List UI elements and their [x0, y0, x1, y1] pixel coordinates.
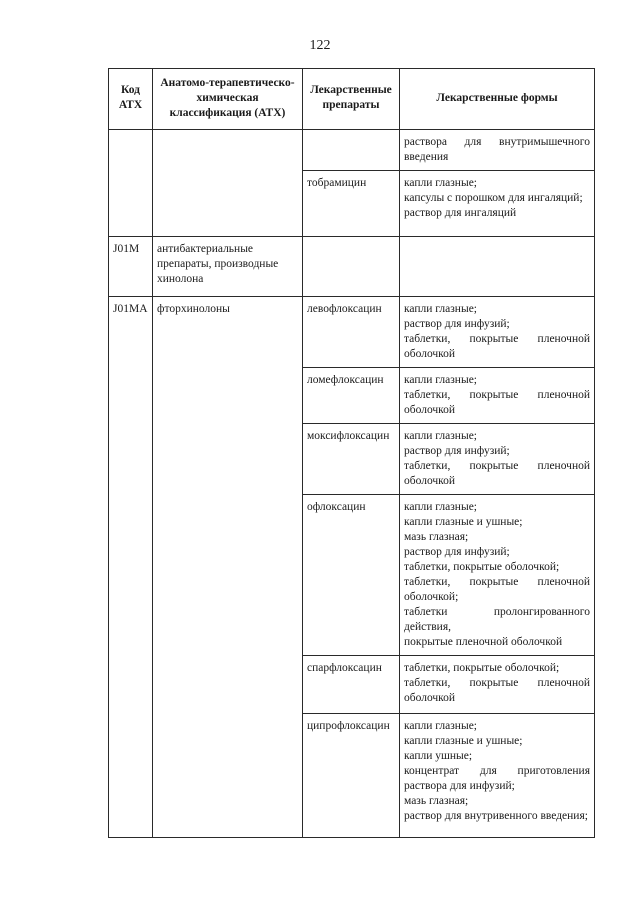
dosage-form-line: концентрат для приготовления раствора для инфузий;: [404, 765, 590, 792]
header-code: Код АТХ: [109, 69, 153, 130]
cell-forms: [400, 656, 595, 714]
table-row: [109, 130, 595, 171]
atx-table: [108, 68, 595, 838]
dosage-form-line: таблетки, покрытые пленочной оболочкой;: [404, 576, 590, 603]
table-body: [109, 130, 595, 838]
dosage-form-line: таблетки, покрытые пленочной оболочкой: [404, 460, 590, 487]
dosage-form-line: капли глазные;: [404, 303, 477, 315]
cell-drug: тобрамицин: [303, 171, 400, 237]
cell-forms: [400, 171, 595, 237]
cell-drug: [303, 237, 400, 297]
dosage-form-line: капли глазные и ушные;: [404, 735, 523, 747]
dosage-form-line: таблетки, покрытые пленочной оболочкой: [404, 677, 590, 704]
dosage-form-line: мазь глазная;: [404, 531, 469, 543]
header-drugs: Лекарственные препараты: [303, 69, 400, 130]
dosage-form-line: капли глазные;: [404, 430, 477, 442]
cell-forms: [400, 495, 595, 656]
dosage-form-line: капли глазные и ушные;: [404, 516, 523, 528]
cell-code: J01M: [109, 237, 153, 297]
dosage-form-line: таблетки, покрытые пленочной оболочкой: [404, 389, 590, 416]
dosage-form-line: капсулы с порошком для ингаляций;: [404, 192, 583, 204]
dosage-form-line: таблетки, покрытые оболочкой;: [404, 662, 560, 674]
cell-classification: фторхинолоны: [153, 297, 303, 838]
cell-forms: [400, 237, 595, 297]
dosage-form-line: капли глазные;: [404, 720, 477, 732]
dosage-form-line: капли глазные;: [404, 501, 477, 513]
dosage-form-line: таблетки, покрытые оболочкой;: [404, 561, 560, 573]
dosage-form-line: капли глазные;: [404, 177, 477, 189]
header-classification: Анатомо-терапевтическо-химическая классификация (АТХ): [153, 69, 303, 130]
cell-classification: антибактериальные препараты, производные хинолона: [153, 237, 303, 297]
cell-code: J01MA: [109, 297, 153, 838]
cell-forms: [400, 130, 595, 171]
dosage-form-line: раствор для инфузий;: [404, 445, 510, 457]
cell-drug: ципрофлоксацин: [303, 714, 400, 838]
cell-drug: ломефлоксацин: [303, 368, 400, 424]
header-forms: Лекарственные формы: [400, 69, 595, 130]
dosage-form-line: раствор для внутривенного введения;: [404, 810, 588, 822]
dosage-form-line: капли глазные;: [404, 374, 477, 386]
cell-drug: спарфлоксацин: [303, 656, 400, 714]
table-header-row: [109, 69, 595, 130]
dosage-form-line: таблетки, покрытые пленочной оболочкой: [404, 333, 590, 360]
table-row: [109, 237, 595, 297]
dosage-form-line: раствор для инфузий;: [404, 318, 510, 330]
cell-drug: моксифлоксацин: [303, 424, 400, 495]
dosage-form-line: мазь глазная;: [404, 795, 469, 807]
dosage-form-line: раствор для ингаляций: [404, 207, 517, 219]
cell-forms: [400, 424, 595, 495]
cell-drug: левофлоксацин: [303, 297, 400, 368]
dosage-form-line: покрытые пленочной оболочкой: [404, 636, 563, 648]
cell-forms: [400, 714, 595, 838]
cell-code: [109, 130, 153, 237]
dosage-form-line: раствора для внутримышечного введения: [404, 136, 590, 163]
dosage-form-line: раствор для инфузий;: [404, 546, 510, 558]
dosage-form-line: капли ушные;: [404, 750, 473, 762]
cell-forms: [400, 297, 595, 368]
cell-drug: офлоксацин: [303, 495, 400, 656]
table-row: [109, 297, 595, 368]
cell-classification: [153, 130, 303, 237]
cell-forms: [400, 368, 595, 424]
dosage-form-line: таблетки пролонгированного действия,: [404, 606, 590, 633]
page-number: 122: [309, 38, 331, 53]
cell-drug: [303, 130, 400, 171]
